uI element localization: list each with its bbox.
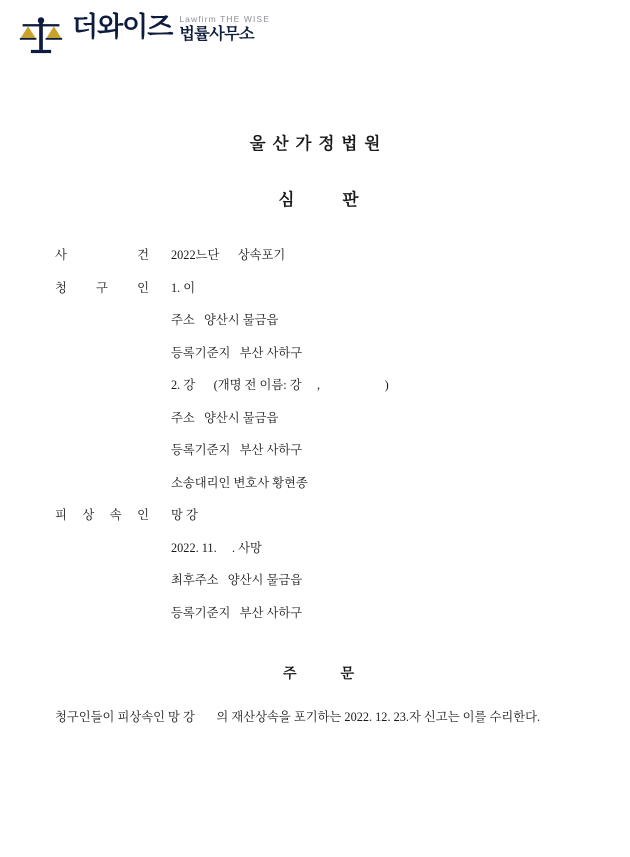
section-heading-right: 문 xyxy=(340,666,355,682)
claimant-line: 주소 양산시 물금읍 xyxy=(171,313,279,327)
letterhead xyxy=(18,14,270,60)
ruling-paragraph: 청구인들이 피상속인 망 강 의 재산상속을 포기하는 2022. 12. 23.자 신고는 이를 수리한다. xyxy=(55,709,541,724)
decedent-line: 망 강 xyxy=(171,508,198,522)
field-value-case: 2022느단 상속포기 xyxy=(171,248,286,262)
section-heading-main-text xyxy=(0,663,630,683)
brand-subtitle: 법률사무소 xyxy=(179,26,255,43)
field-label-claimant xyxy=(55,278,171,296)
section-heading-left: 주 xyxy=(282,666,297,682)
field-row xyxy=(55,245,630,263)
field-label-case xyxy=(55,245,171,263)
label-char: 속 xyxy=(109,508,122,522)
label-char: 청 xyxy=(55,280,67,295)
label-char: 상 xyxy=(82,508,95,522)
case-fields xyxy=(0,245,630,621)
label-char: 인 xyxy=(137,508,149,522)
document-body xyxy=(0,120,630,729)
decedent-line: 최후주소 양산시 물금읍 xyxy=(171,573,303,587)
decedent-line: 2022. 11. . 사망 xyxy=(171,540,262,555)
label-char: 피 xyxy=(55,508,67,522)
court-title: 울산가정법원 xyxy=(249,134,388,153)
field-row xyxy=(55,505,630,621)
claimant-line: 2. 강 (개명 전 이름: 강 , ) xyxy=(171,378,389,392)
label-char: 사 xyxy=(55,248,67,262)
label-char: 인 xyxy=(137,280,149,295)
brand-name: 더와이즈 xyxy=(72,12,173,42)
claimant-line: 등록기준지 부산 사하구 xyxy=(171,345,303,360)
label-char: 구 xyxy=(96,280,108,295)
document-type-heading xyxy=(0,186,630,210)
scales-of-justice-icon xyxy=(18,14,64,60)
field-label-decedent xyxy=(55,505,171,523)
claimant-line: 소송대리인 변호사 황현종 xyxy=(171,475,308,490)
field-value-decedent xyxy=(171,505,302,621)
claimant-line: 등록기준지 부산 사하구 xyxy=(171,443,303,457)
brand-block xyxy=(72,14,270,43)
brand-english-name: Lawfirm THE WISE xyxy=(179,14,270,25)
decedent-line: 등록기준지 부산 사하구 xyxy=(171,605,303,620)
claimant-line: 1. 이 xyxy=(171,280,196,295)
field-value-claimant xyxy=(171,278,389,491)
label-char: 건 xyxy=(137,248,149,262)
document-type-left: 심 xyxy=(278,190,295,209)
document-type-right: 판 xyxy=(342,190,359,209)
claimant-line: 주소 양산시 물금읍 xyxy=(171,410,279,425)
field-row xyxy=(55,278,630,491)
